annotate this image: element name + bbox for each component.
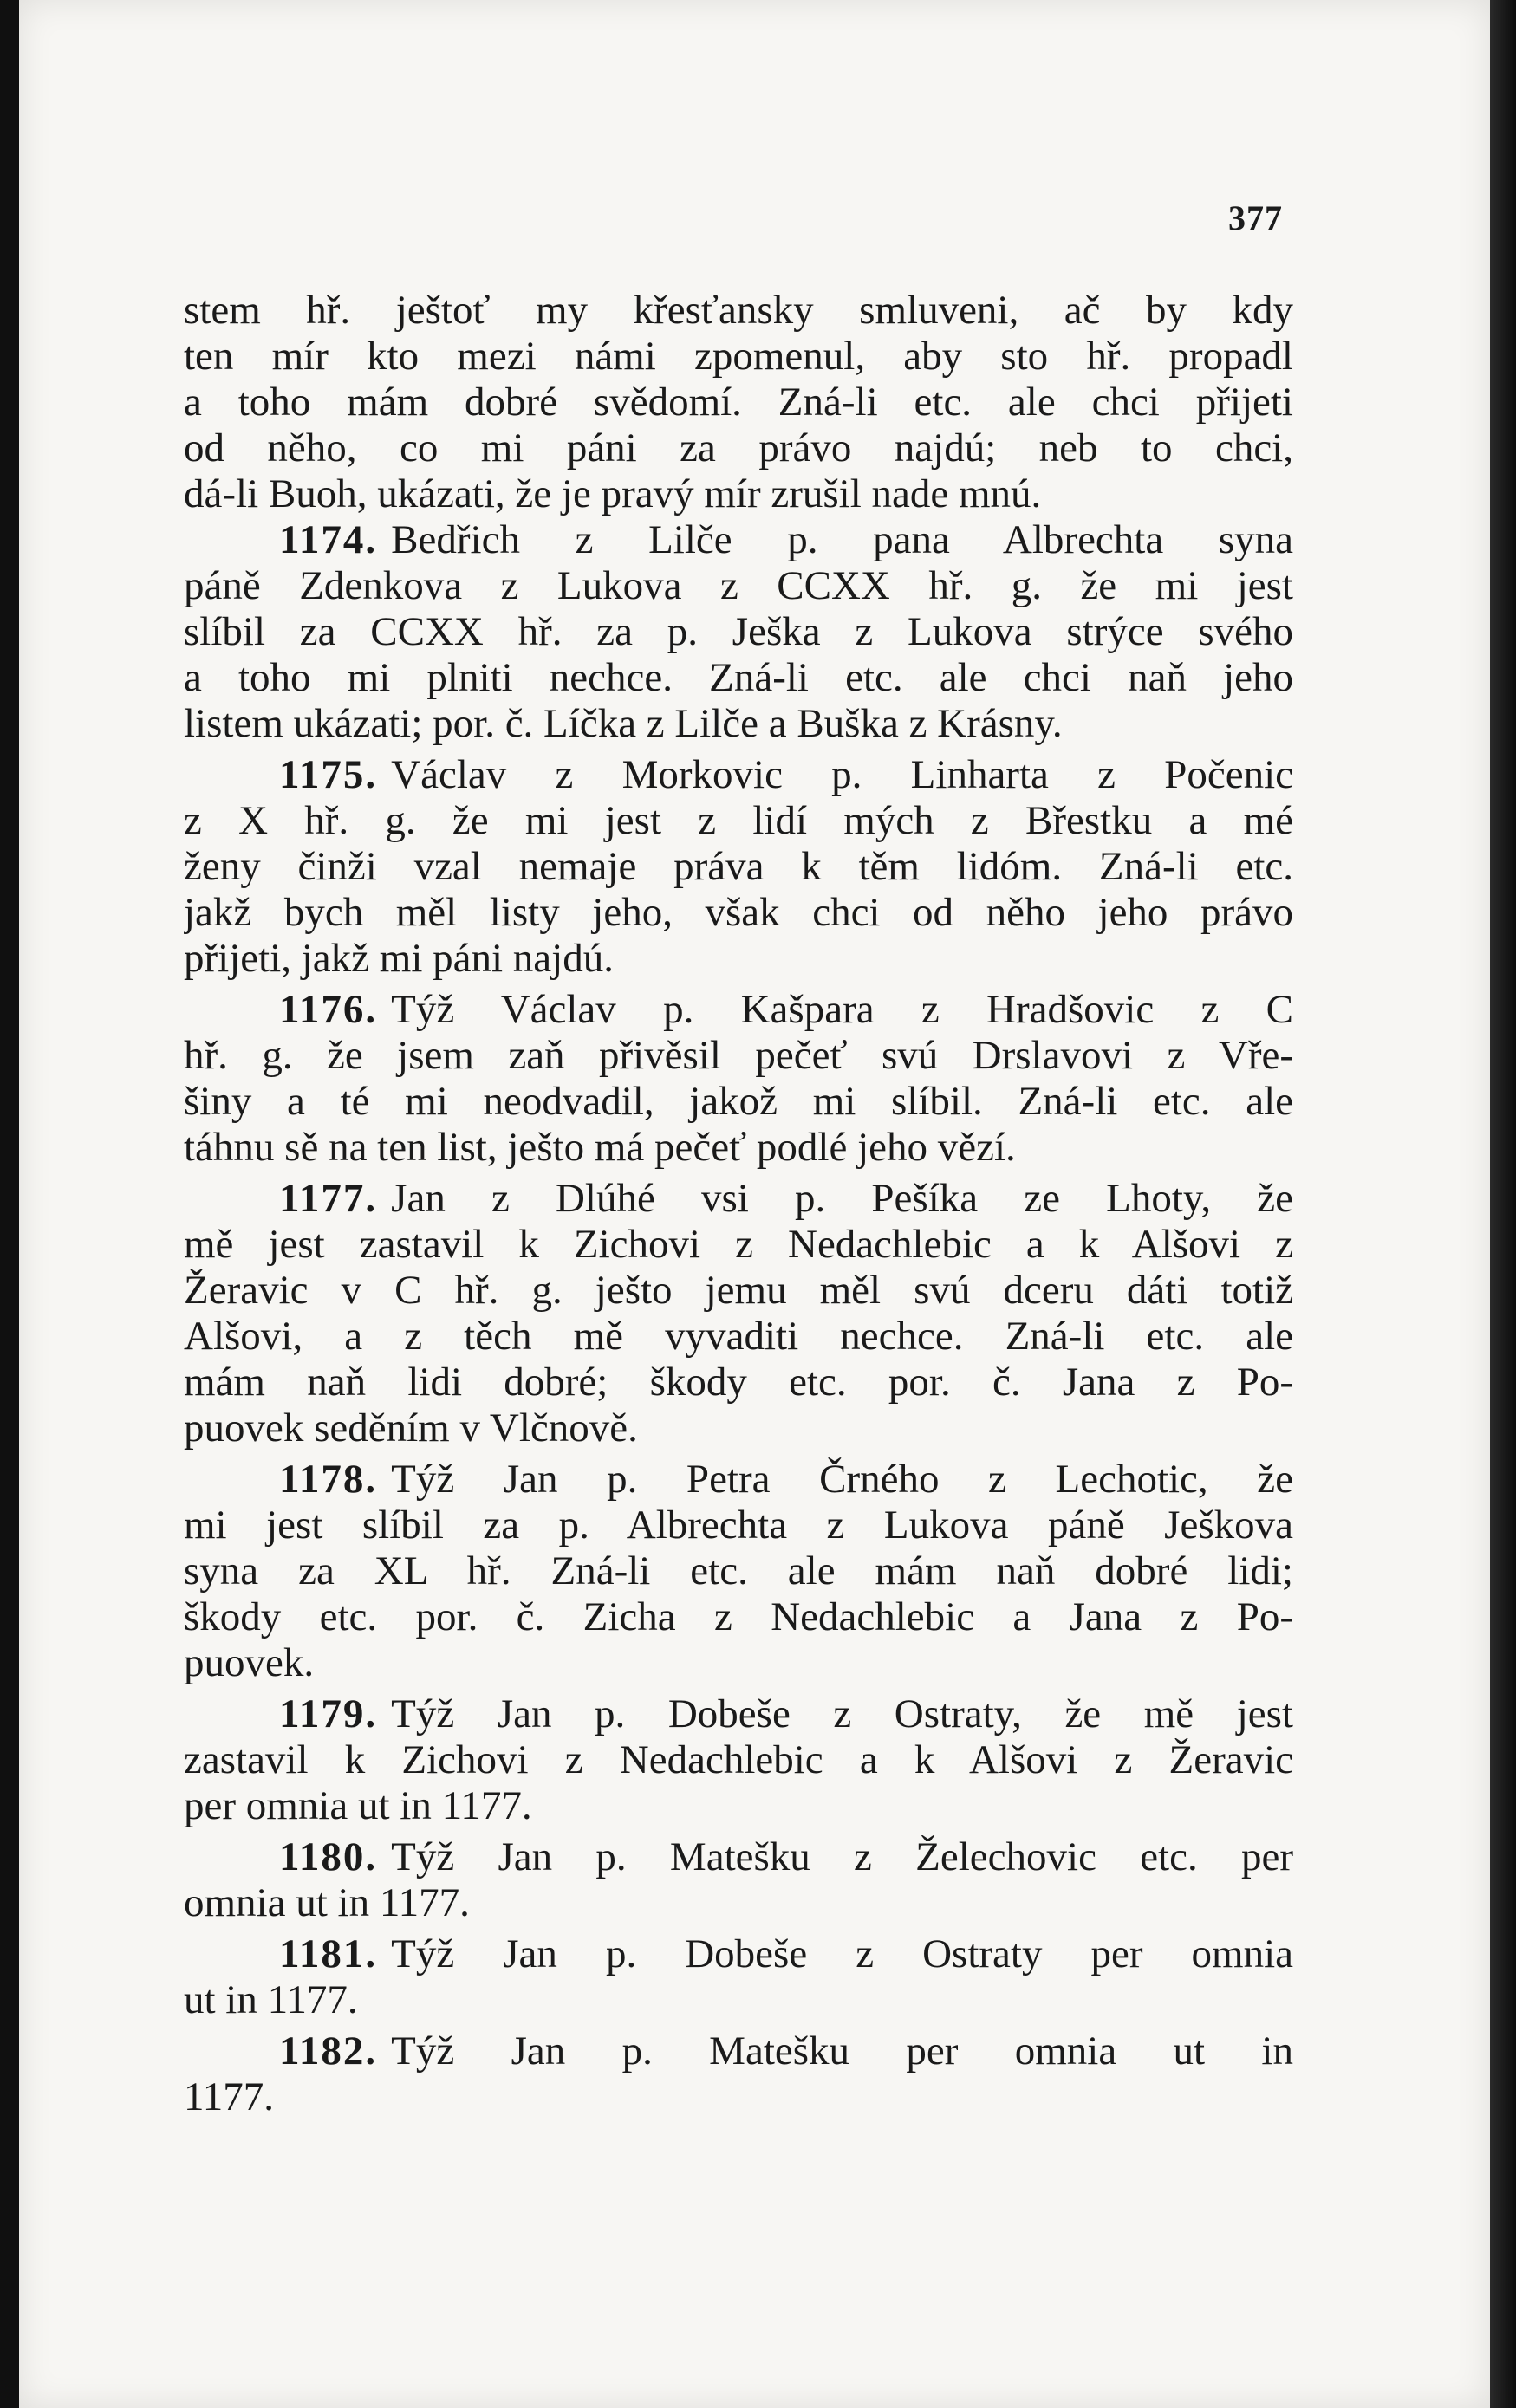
text-line: přijeti, jakž mi páni najdú.: [184, 936, 614, 981]
text-line: mám naň lidi dobré; škody etc. por. č. Jana z Po-: [184, 1360, 1293, 1405]
entry-first-text: Týž Jan p. Petra Črného z Lechotic, že: [391, 1457, 1293, 1502]
entry-first-text: Týž Jan p. Matešku z Želechovic etc. per: [391, 1834, 1293, 1879]
page-number: 377: [1228, 198, 1283, 237]
entry-first-line: [184, 517, 1293, 563]
entry-1175: [184, 752, 1293, 982]
text-line: slíbil za CCXX hř. za p. Ješka z Lukova strýce svého: [184, 609, 1293, 654]
text-line: 1177.: [184, 2074, 275, 2119]
text-line: jakž bych měl listy jeho, však chci od něho jeho právo: [184, 890, 1293, 935]
entry-first-line: [184, 1834, 1293, 1880]
entry-first-line: [184, 1176, 1293, 1222]
entry-1174: [184, 517, 1293, 747]
entry-first-line: [184, 1457, 1293, 1503]
entry-1180: [184, 1834, 1293, 1926]
text-line: z X hř. g. že mi jest z lidí mých z Břestku a mé: [184, 798, 1293, 843]
entry-1177: [184, 1176, 1293, 1451]
entry-first-line: [184, 1931, 1293, 1977]
text-line: škody etc. por. č. Zicha z Nedachlebic a Jana z Po-: [184, 1594, 1293, 1639]
text-line: a toho mám dobré svědomí. Zná-li etc. ale chci přijeti: [184, 380, 1293, 425]
text-line: táhnu sě na ten list, ješto má pečeť podlé jeho vězí.: [184, 1125, 1016, 1170]
text-line: dá-li Buoh, ukázati, že je pravý mír zrušil nade mnú.: [184, 471, 1042, 516]
entry-first-line: [184, 1691, 1293, 1737]
entry-number: 1180.: [279, 1834, 378, 1879]
entry-number: 1176.: [279, 987, 378, 1032]
text-line: Žeravic v C hř. g. ješto jemu měl svú dceru dáti totiž: [184, 1268, 1293, 1313]
text-line: stem hř. ještoť my křesťansky smluveni, ač by kdy: [184, 288, 1293, 333]
entry-first-text: Václav z Morkovic p. Linharta z Počenic: [391, 752, 1293, 797]
entry-first-line: [184, 2028, 1293, 2074]
entry-number: 1182.: [279, 2028, 378, 2074]
text-line: Alšovi, a z těch mě vyvaditi nechce. Zná-li etc. ale: [184, 1314, 1293, 1359]
text-line: omnia ut in 1177.: [184, 1880, 470, 1925]
entry-number: 1181.: [279, 1931, 378, 1976]
text-line: zastavil k Zichovi z Nedachlebic a k Alšovi z Žeravic: [184, 1737, 1293, 1782]
text-line: šiny a té mi neodvadil, jakož mi slíbil. Zná-li etc. ale: [184, 1079, 1293, 1124]
text-line: mi jest slíbil za p. Albrechta z Lukova páně Ješkova: [184, 1503, 1293, 1548]
text-line: listem ukázati; por. č. Líčka z Lilče a Buška z Krásny.: [184, 701, 1063, 746]
entry-1182: [184, 2028, 1293, 2120]
text-line: a toho mi plniti nechce. Zná-li etc. ale chci naň jeho: [184, 655, 1293, 700]
text-line: od něho, co mi páni za právo najdú; neb to chci,: [184, 425, 1293, 471]
text-line: puovek seděním v Vlčnově.: [184, 1405, 638, 1451]
entry-1181: [184, 1931, 1293, 2023]
entry-number: 1175.: [279, 752, 378, 797]
entry-1176: [184, 987, 1293, 1171]
text-line: ten mír kto mezi námi zpomenul, aby sto hř. propadl: [184, 334, 1293, 379]
text-line: ut in 1177.: [184, 1977, 358, 2022]
text-line: syna za XL hř. Zná-li etc. ale mám naň dobré lidi;: [184, 1548, 1293, 1593]
entry-first-text: Týž Jan p. Matešku per omnia ut in: [391, 2028, 1293, 2074]
text-line: hř. g. že jsem zaň přivěsil pečeť svú Drslavovi z Vře-: [184, 1033, 1293, 1078]
entry-number: 1179.: [279, 1691, 378, 1736]
entry-first-line: [184, 752, 1293, 798]
entry-first-text: Týž Jan p. Dobeše z Ostraty, že mě jest: [391, 1691, 1293, 1736]
entry-number: 1177.: [279, 1176, 378, 1221]
continuation-paragraph: [184, 288, 1293, 517]
entry-number: 1174.: [279, 517, 378, 562]
entry-first-text: Týž Václav p. Kašpara z Hradšovic z C: [391, 987, 1293, 1032]
text-line: mě jest zastavil k Zichovi z Nedachlebic a k Alšovi z: [184, 1222, 1293, 1267]
entry-1179: [184, 1691, 1293, 1829]
book-page: [19, 0, 1490, 2408]
entry-first-text: Bedřich z Lilče p. pana Albrechta syna: [391, 517, 1293, 562]
text-line: per omnia ut in 1177.: [184, 1783, 532, 1828]
entry-1178: [184, 1457, 1293, 1686]
text-line: puovek.: [184, 1640, 315, 1685]
entry-first-text: Týž Jan p. Dobeše z Ostraty per omnia: [391, 1931, 1293, 1976]
text-line: ženy činži vzal nemaje práva k těm lidóm. Zná-li etc.: [184, 844, 1293, 889]
entry-first-line: [184, 987, 1293, 1033]
entry-number: 1178.: [279, 1457, 378, 1502]
scan-edge-shadow: [1490, 0, 1516, 2408]
entry-first-text: Jan z Dlúhé vsi p. Pešíka ze Lhoty, že: [391, 1176, 1293, 1221]
text-block: [184, 288, 1293, 2120]
text-line: páně Zdenkova z Lukova z CCXX hř. g. že mi jest: [184, 563, 1293, 608]
